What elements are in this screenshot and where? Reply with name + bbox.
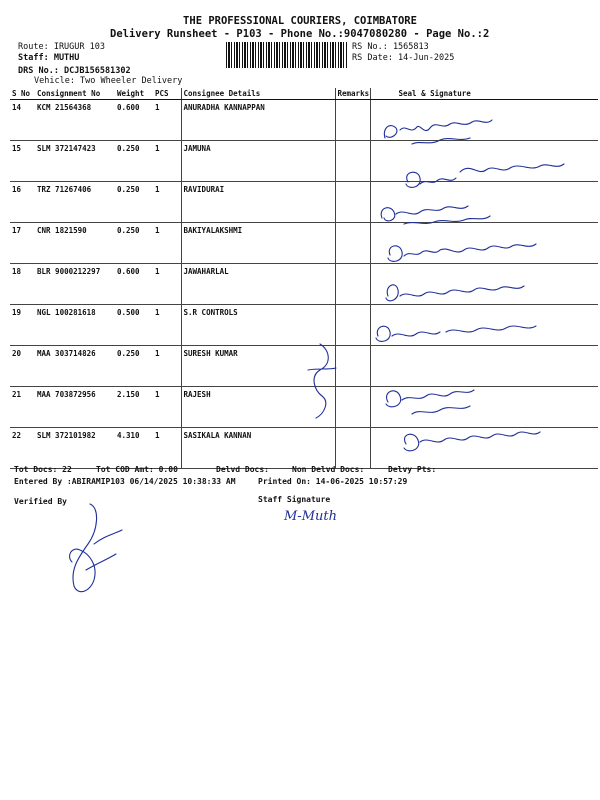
cell-weight: 0.250 [115,141,153,182]
cell-consignment: NGL 100281618 [35,305,115,346]
handwritten-signatures [360,100,590,460]
signature-row-22 [404,432,540,451]
cell-consignment: MAA 703872956 [35,387,115,428]
col-seal-signature: Seal & Signature [370,88,598,100]
rs-date: RS Date: 14-Jun-2025 [352,53,455,63]
cell-pcs: 1 [153,305,181,346]
staff-signature-label: Staff Signature [258,495,331,504]
verified-by-signature [50,500,130,600]
cell-consignee: JAWAHARLAL [181,264,335,305]
cell-sno: 22 [10,428,35,469]
cell-consignee: SURESH KUMAR [181,346,335,387]
col-remarks: Remarks [335,88,370,100]
cell-weight: 0.500 [115,305,153,346]
col-consignment: Consignment No [35,88,115,100]
cell-consignee: JAMUNA [181,141,335,182]
col-pcs: PCS [153,88,181,100]
cell-sno: 15 [10,141,35,182]
cell-pcs: 1 [153,141,181,182]
cell-weight: 2.150 [115,387,153,428]
table-header-row [10,88,598,100]
cell-weight: 0.250 [115,182,153,223]
cell-pcs: 1 [153,387,181,428]
runsheet-title: Delivery Runsheet - P103 - Phone No.:9047080280 - Page No.:2 [110,28,490,40]
cell-consignee: RAVIDURAI [181,182,335,223]
cell-consignment: BLR 9000212297 [35,264,115,305]
cell-weight: 0.600 [115,100,153,141]
cell-consignment: SLM 372101982 [35,428,115,469]
cell-pcs: 1 [153,182,181,223]
cell-consignment: KCM 21564368 [35,100,115,141]
staff-label: Staff: MUTHU [18,53,80,63]
cell-sno: 18 [10,264,35,305]
signature-row-18 [386,285,524,301]
cell-weight: 0.600 [115,264,153,305]
cell-pcs: 1 [153,100,181,141]
total-docs: Tot Docs: 22 [14,465,72,474]
signature-row-14 [384,120,492,144]
cell-sno: 21 [10,387,35,428]
signature-row-16 [381,206,490,224]
col-weight: Weight [115,88,153,100]
signature-row-21 [386,390,474,414]
cell-pcs: 1 [153,346,181,387]
staff-signature-handwritten: M-Muth [284,509,337,524]
delivery-points: Delvy Pts: [388,465,437,474]
cell-consignee: SASIKALA KANNAN [181,428,335,469]
non-delivered-docs: Non Delvd Docs: [292,465,365,474]
entered-by: Entered By :ABIRAMIP103 06/14/2025 10:38:33 AM [14,477,236,486]
verified-by-label: Verified By [14,497,67,506]
drs-number: DRS No.: DCJB156581302 [18,66,131,76]
cell-sno: 19 [10,305,35,346]
cell-weight: 0.250 [115,346,153,387]
cell-consignment: CNR 1821590 [35,223,115,264]
cell-consignment: SLM 372147423 [35,141,115,182]
cell-sno: 14 [10,100,35,141]
cell-pcs: 1 [153,428,181,469]
col-sno: S No [10,88,35,100]
cell-sno: 16 [10,182,35,223]
col-consignee: Consignee Details [181,88,335,100]
cell-weight: 0.250 [115,223,153,264]
route-label: Route: IRUGUR 103 [18,42,105,52]
delivered-docs: Delvd Docs: [216,465,269,474]
rs-number: RS No.: 1565813 [352,42,429,52]
cell-sno: 20 [10,346,35,387]
cell-consignment: TRZ 71267406 [35,182,115,223]
total-cod-amount: Tot COD Amt: 0.00 [96,465,178,474]
signature-row-15 [406,164,564,187]
signature-row-17 [388,244,536,261]
company-title: THE PROFESSIONAL COURIERS, COIMBATORE [183,15,417,27]
barcode-image [226,42,347,68]
cell-weight: 4.310 [115,428,153,469]
cell-consignment: MAA 303714826 [35,346,115,387]
printed-on: Printed On: 14-06-2025 10:57:29 [258,477,408,486]
signature-row-19 [376,326,536,341]
vehicle-label: Vehicle: Two Wheeler Delivery [34,76,183,86]
cell-consignee: RAJESH [181,387,335,428]
remarks-scribble [300,340,340,420]
cell-consignee: S.R CONTROLS [181,305,335,346]
cell-consignee: BAKIYALAKSHMI [181,223,335,264]
cell-sno: 17 [10,223,35,264]
cell-pcs: 1 [153,223,181,264]
cell-consignee: ANURADHA KANNAPPAN [181,100,335,141]
cell-pcs: 1 [153,264,181,305]
